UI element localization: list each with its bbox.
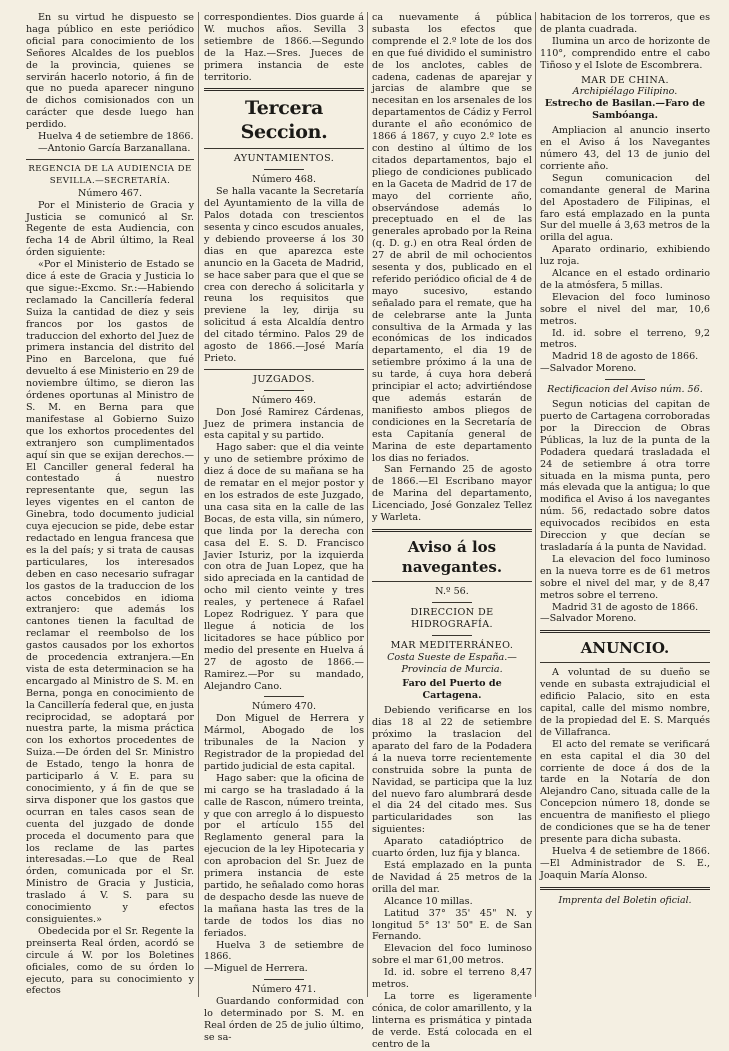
paragraph: Obedecida por el Sr. Regente la preinserta Real órden, acordó se circule á W. por los Boletines oficiales, como de su órden lo ejecuto, para su conocimiento y efectos: [26, 925, 194, 997]
paragraph: Hago saber: que la oficina de mi cargo se ha trasladado á la calle de Rascon, número treinta, y que con arreglo á lo dispuesto por el artículo 155 del Reglamento general para la ejecucion de la ley Hipotecaria y con aprobacion del Sr. Juez de primera instancia de este partido, he señalado como horas de despacho desde las nueve de la mañana hasta las tres de la tarde de todos los dias no feriados.: [204, 772, 364, 939]
divider: [372, 529, 532, 532]
date-line: Madrid 18 de agosto de 1866.: [552, 351, 699, 363]
signature: —Salvador Moreno.: [540, 363, 637, 375]
divider: [264, 169, 304, 170]
paragraph: Huelva 4 de setiembre de 1866.—El Administrador de S. E., Joaquin María Alonso.: [540, 845, 710, 881]
imprint: Imprenta del Boletin oficial.: [558, 894, 692, 906]
item-number: Número 470.: [251, 701, 317, 713]
lighthouse-title: Estrecho de Basilan.—Faro de Sambóanga.: [544, 98, 706, 122]
subsection-header: MAR MEDITERRÁNEO.: [390, 639, 514, 651]
section-header: AYUNTAMIENTOS.: [233, 153, 335, 165]
paragraph: Don José Ramirez Cárdenas, Juez de primera instancia de esta capital y su partido.: [204, 406, 364, 442]
announcement-title: ANUNCIO.: [580, 639, 670, 658]
paragraph: Alcance en el estado ordinario de la atmósfera, 5 millas.: [540, 268, 710, 291]
paragraph: Por el Ministerio de Gracia y Justicia se comunicó al Sr. Regente de esta Audiencia, con fecha 14 de Abril último, la Real órden siguiente:: [26, 199, 194, 259]
paragraph: Elevacion del foco luminoso sobre el mar 61,00 metros.: [372, 943, 532, 967]
section-title: Tercera Seccion.: [240, 97, 328, 144]
paragraph: habitacion de los torreros, que es de planta cuadrada.: [540, 12, 710, 35]
item-number: Número 471.: [251, 984, 317, 996]
paragraph: Ilumina un arco de horizonte de 110°, comprendido entre el cabo Tiñoso y el Islote de Escombrera.: [540, 35, 710, 71]
region-line: Archipiélago Filipino.: [572, 86, 678, 98]
paragraph: Elevacion del foco luminoso sobre el nivel del mar, 10,6 metros.: [540, 291, 710, 327]
paragraph: Debiendo verificarse en los dias 18 al 22 de setiembre próximo la traslacion del aparato del faro de la Podadera á la nueva torre recientemente construida sobre la punta de Navidad, se participa que la luz del nuevo faro alumbrará desde el dia 24 del citado mes. Sus particularidades son las siguientes:: [372, 705, 532, 836]
column-divider: [367, 12, 368, 997]
paragraph: El acto del remate se verificará en esta capital el dia 30 del corriente de doce á dos de la tarde en la Notaría de don Alejandro Cano, situada calle de la Concepcion número 18, donde se encuentra de manifiesto el pliego de condiciones que se ha de tener presente para dicha subasta.: [540, 738, 710, 845]
lighthouse-title: Faro del Puerto de Cartagena.: [402, 678, 502, 702]
item-number: Número 467.: [77, 187, 143, 199]
paragraph: Ampliacion al anuncio inserto en el Aviso á los Navegantes número 43, del 13 de junio del corriente año.: [540, 125, 710, 172]
item-number: Número 469.: [251, 394, 317, 406]
region-line: Costa Sueste de España.—Provincia de Murcia.: [387, 651, 517, 675]
divider: [540, 887, 710, 890]
section-header: DIRECCION DE HIDROGRAFÍA.: [410, 606, 494, 630]
date-line: Madrid 31 de agosto de 1866.: [552, 601, 699, 613]
column-4: [540, 12, 710, 997]
paragraph: Se halla vacante la Secretaría del Ayuntamiento de la villa de Palos dotada con trescientos sesenta y cinco escudos anuales, y debiendo proveerse á los 30 dias en que aparezca este anuncio en la Gaceta de Madrid, se hace saber para que el que se crea con derecho á solicitarla y reuna los requisitos que previene la ley, dirija su solicitud á esta Alcaldía dentro del citado término. Palos 29 de agosto de 1866.—José María Prieto.: [204, 186, 364, 364]
column-1: [26, 12, 194, 997]
paragraph: La elevacion del foco luminoso en la nueva torre es de 61 metros sobre el nivel del mar, y de 8,47 metros sobre el terreno.: [540, 553, 710, 601]
divider: [540, 662, 710, 663]
paragraph: Alcance 10 millas.: [384, 895, 473, 907]
divider: [372, 581, 532, 582]
paragraph: «Por el Ministerio de Estado se dice á este de Gracia y Justicia lo que sigue:-Excmo. Sr.:—Habiendo reclamado la Cancillería federal Suiza la cantidad de diez y seis francos por los gastos de traduccion del exhorto del Juez de primera instancia del distrito del Pino en Barcelona, que fué devuelto á ese Ministerio en 29 de noviembre último, se dieron las órdenes oportunas al Ministro de S. M. en Berna para que manifestase al Gobierno Suizo que los exhortos procedentes del extranjero son cumplimentados aquí sin que se exijan derechos.—El Canciller general federal ha contestado á nuestro representante que, segun las leyes vigentes en el canton de Ginebra, todo documento judicial cuya ejecucion se pide, debe estar redactado en lengua francesa que es la del país; y si trata de causas particulares, los interesados deben en caso necesario sufragar los gastos de la traduccion de los actos concebidos en idioma extranjero: que además los cantones tienen la facultad de reclamar el reembolso de los gastos causados por los exhortos de procedencia extranjera.—En vista de esta determinacion se ha encargado al Ministro de S. M. en Berna, ponga en conocimiento de la Cancillería federal que, en justa reciprocidad, se adoptará por nuestra parte, la misma práctica con los exhortos procedentes de Suiza.—De órden del Sr. Ministro de Estado, tengo la honra de participarlo á V. E. para su conocimiento, y á fin de que se sirva disponer que los gastos que ocurran en tales casos sean de cuenta del juzgado de donde proceda el documento para que los reclame de las partes interesadas.—Lo que de Real órden, comunicada por el Sr. Ministro de Gracia y Justicia, traslado á V. S. para su conocimiento y efectos consiguientes.»: [26, 259, 194, 925]
paragraph: ca nuevamente á pública subasta los efectos que comprende el 2.º lote de los dos en que fué dividido el suministro de los anclotes, cables de cadena, cadenas de aparejar y jarcias de alambre que se necesitan en los arsenales de los departamentos de Cádiz y Ferrol durante el año económico de 1866 á 1867, y cuyo 2.º lote es con destino al último de los citados departamentos, bajo el pliego de condiciones publicado en la Gaceta de Madrid de 17 de mayo del corriente año, observándose además lo preceptuado en el de las generales aprobado por la Reina (q. D. g.) en otra Real órden de 27 de abril de mil ochocientos sesenta y dos, publicado en el referido periódico oficial de 4 de mayo sucesivo, estando señalado para el remate, que ha de celebrarse ante la Junta consultiva de la Armada y las económicas de los indicados departamento, el dia 19 de setiembre próximo á la una de su tarde, á cuya hora deberá principiar el acto; advirtiéndose que además estarán de manifiesto ambos pliegos de condiciones en la Secretaría de esta Capitanía general de Marina de este departamento los dias no feriados.: [372, 12, 532, 464]
divider: [264, 390, 304, 391]
paragraph: Segun noticias del capitan de puerto de Cartagena corroboradas por la Direccion de Obras Públicas, la luz de la punta de la Podadera quedará trasladada el 24 de setiembre á otra torre situada en la misma punta, pero más elevada que la antigua; lo que modifica el Aviso á los navegantes núm. 56, redactado sobre datos equivocados recibidos en esta Direccion y que decían se trasladaría á la punta de Navidad.: [540, 399, 710, 553]
item-number: Número 468.: [251, 174, 317, 186]
paragraph: Latitud 37° 35' 45" N. y longitud 5° 13' 50" E. de San Fernando.: [372, 907, 532, 943]
paragraph: Don Miguel de Herrera y Mármol, Abogado de los tribunales de la Nacion y Registrador de la propiedad del partido judicial de esta capital.: [204, 713, 364, 772]
paragraph: Guardando conformidad con lo determinado por S. M. en Real órden de 25 de julio último, se sa-: [204, 996, 364, 1043]
paragraph: A voluntad de su dueño se vende en subasta extrajudicial el edificio Palacio, sito en esta capital, calle del mismo nombre, de la propiedad del E. S. Marqués de Villafranca.: [540, 667, 710, 738]
divider: [605, 379, 645, 380]
newspaper-page: [26, 12, 710, 1050]
column-2: [204, 12, 364, 1043]
signature: —Antonio García Barzanallana.: [38, 142, 191, 154]
paragraph: Aparato catadióptrico de cuarto órden, luz fija y blanca.: [372, 836, 532, 860]
divider: [26, 159, 194, 160]
paragraph: correspondientes. Dios guarde á W. muchos años. Sevilla 3 setiembre de 1866.—Segundo de la Haz.—Sres. Jueces de primera instancia de este territorio.: [204, 12, 364, 83]
rectification-title: Rectificacion del Aviso núm. 56.: [547, 384, 703, 396]
item-number: N.º 56.: [435, 585, 469, 597]
date-line: Huelva 3 de setiembre de 1866.: [204, 939, 364, 963]
paragraph: Aparato ordinario, exhibiendo luz roja.: [540, 244, 710, 268]
column-divider: [535, 12, 536, 997]
paragraph: La torre es ligeramente cónica, de color amarillento, y la linterna es prismática y pintada de verde. Está colocada en el centro de la: [372, 990, 532, 1050]
section-title: Aviso á los navegantes.: [401, 537, 503, 576]
divider: [540, 630, 710, 633]
divider: [432, 635, 472, 636]
divider: [264, 696, 304, 697]
section-header: REGENCIA DE LA AUDIENCIA DE SEVILLA.—SECRETARÍA.: [28, 163, 192, 186]
subsection-header: MAR DE CHINA.: [581, 74, 669, 86]
paragraph: Id. id. sobre el terreno 8,47 metros.: [372, 967, 532, 991]
signature: —Miguel de Herrera.: [204, 963, 308, 975]
column-divider: [198, 12, 199, 997]
divider: [204, 88, 364, 91]
divider: [204, 148, 364, 149]
divider: [432, 602, 472, 603]
paragraph: Está emplazado en la punta de Navidad á 25 metros de la orilla del mar.: [372, 860, 532, 895]
section-header: JUZGADOS.: [253, 373, 315, 385]
date-line: Huelva 4 de setiembre de 1866.: [38, 131, 194, 143]
date-line: San Fernando 25 de agosto de 1866.—El Escribano mayor de Marina del departamento, Licenciado, José Gonzalez Tellez y Warleta.: [372, 464, 532, 524]
divider: [264, 979, 304, 980]
paragraph: Segun comunicacion del comandante general de Marina del Apostadero de Filipinas, el faro está emplazado en la punta Sur del muelle á 3,63 metros de la orilla del agua.: [540, 172, 710, 244]
paragraph: Id. id. sobre el terreno, 9,2 metros.: [540, 327, 710, 351]
paragraph: Hago saber: que el dia veinte y uno de setiembre próximo de diez á doce de su mañana se ha de rematar en el mejor postor y en los estrados de este Juzgado, una casa sita en la calle de las Bocas, de esta villa, sin número, que linda por la derecha con casa del E. S. D. Francisco Javier Isturiz, por la izquierda con otra de Juan Lopez, que ha sido apreciada en la cantidad de ocho mil ciento veinte y tres reales, y pertenece á Rafael Lopez Rodriguez. Y para que llegue á noticia de los licitadores se hace público por medio del presente en Huelva á 27 de agosto de 1866.—Ramirez.—Por su mandado, Alejandro Cano.: [204, 442, 364, 692]
paragraph: En su virtud he dispuesto se haga público en este periódico oficial para conocimiento de los Señores Alcaldes de los pueblos de la provincia, quienes se servirán hacerlo notorio, á fin de que no pueda aparecer ninguno de dichos comisionados con un carácter que desde luego han perdido.: [26, 12, 194, 131]
column-3: [372, 12, 532, 1050]
signature: —Salvador Moreno.: [540, 613, 637, 625]
divider: [204, 369, 364, 370]
